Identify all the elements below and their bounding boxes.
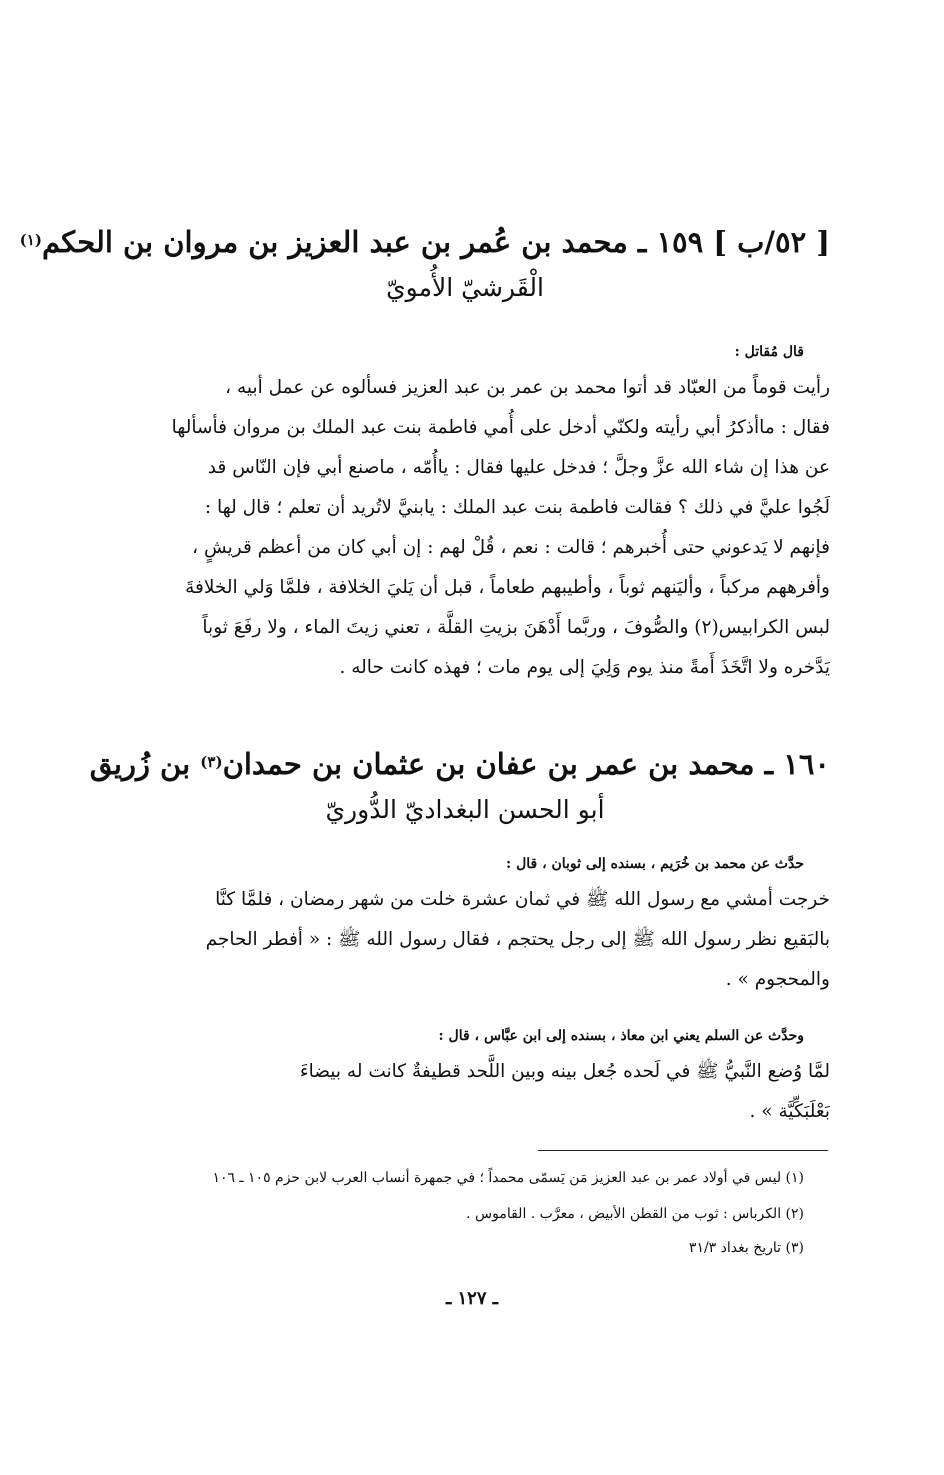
footnote-divider [538,1150,828,1151]
footnote-ref-1: (١) [19,231,42,249]
entry-160-subheading: أبو الحسن البغداديّ الدُّوريّ [325,795,605,824]
entry-159-body [128,368,830,688]
body-line: لبس الكرابيس(٢) والصُّوفَ ، وربَّما أَدْهَنَ بزيتِ القلَّة ، تعني زيتَ الماء ، ولا رفَعَ ثوباً [202,617,830,638]
footnote-2: (٢) الكرباس : ثوب من القطن الأبيض ، معرَّب . القاموس . [466,1206,804,1222]
body-line: عن هذا إن شاء الله عزَّ وجلَّ ؛ فدخل عليها فقال : ياأُمّه ، ماصنع أبي فإن النّاس قد [207,457,830,478]
body-line: لمَّا وُضع النَّبيُّ ﷺ في لَحده جُعل بينه وبين اللَّحد قطيفةٌ كانت له بيضاءَ [299,1061,830,1082]
body-line: فإنهم لا يَدعوني حتى أُخبرهم ؛ قالت : نعم ، قُلْ لهم : إن أبي كان من أعظم قريشٍ ، [192,537,830,558]
body-line: بالبَقيع نظر رسول الله ﷺ إلى رجل يحتجم ، فقال رسول الله ﷺ : « أفطر الحاجم [205,929,830,950]
body-line: وأفرههم مركباً ، وأليَنهم ثوباً ، وأطيبهم طعاماً ، قبل أن يَليَ الخلافة ، فلمَّا وَلي الخلافةَ [185,577,830,598]
body-line: فقال : ماأذكرُ أبي رأيته ولكنّي أدخل على أُمي فاطمة بنت عبد الملك بن مروان فأسألها [171,417,830,438]
entry-160-body-1 [128,880,830,1000]
page-number: ـ ١٢٧ ـ [445,1288,499,1309]
body-line: لَجُوا عليَّ في ذلك ؟ فقالت فاطمة بنت عبد الملك : يابنيَّ لاتُريد أن تعلم ؛ قال لها : [204,497,830,518]
entry-160-isnad-2: وحدَّث عن السلم يعني ابن معاذ ، بسنده إلى ابن عبَّاس ، قال : [438,1028,804,1044]
footnote-ref-3: (٣) [200,753,223,771]
body-line: يَدَّخره ولا اتَّخَذَ أَمةً منذ يوم وَلِيَ إلى يوم مات ؛ فهذه كانت حاله . [339,657,830,678]
body-line: والمحجوم » . [725,969,830,990]
entry-159-narrator-label: قال مُقاتل : [734,344,804,360]
entry-160-body-2 [128,1052,830,1132]
entry-160-title-end: بن زُريق [89,747,201,781]
entry-160-heading [89,744,830,784]
body-line: بَعْلَبَكِّيَّة » . [749,1101,830,1122]
footnote-3: (٣) تاريخ بغداد ٣١/٣ [688,1240,804,1256]
entry-159-heading [19,222,830,262]
body-line: خرجت أمشي مع رسول الله ﷺ في ثمان عشرة خلت من شهر رمضان ، فلمَّا كنَّا [215,889,830,910]
entry-160-title: ١٦٠ ـ محمد بن عمر بن عفان بن عثمان بن حمدان [222,747,830,781]
entry-160-isnad-1: حدَّث عن محمد بن خُرَيم ، بسنده إلى ثوبان ، قال : [506,856,804,872]
body-line: رأيت قوماً من العبّاد قد أتوا محمد بن عمر بن عبد العزيز فسألوه عن عمل أبيه ، [225,377,830,398]
entry-159-subheading: الْقَرشيّ الأُمويّ [386,273,544,302]
entry-159-title: [ ٥٢/ب ] ١٥٩ ـ محمد بن عُمر بن عبد العزيز بن مروان بن الحكم [41,225,830,259]
footnote-1: (١) ليس في أولاد عمر بن عبد العزيز مَن يَسمّى محمداً ؛ في جمهرة أنساب العرب لابن حزم ١٠٥ ـ ١٠٦ [212,1170,804,1186]
